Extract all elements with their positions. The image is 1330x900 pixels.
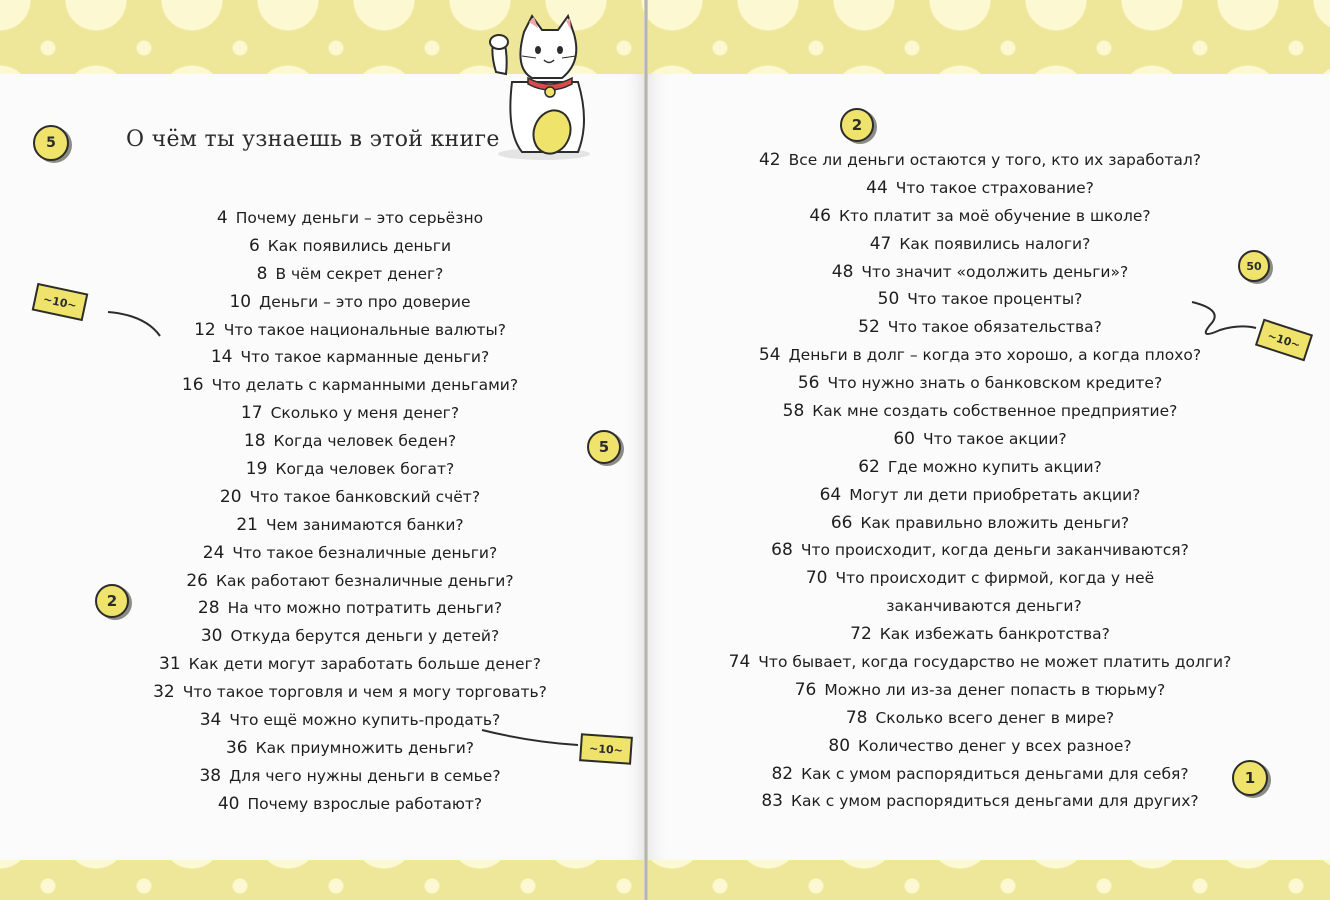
toc-entry	[720, 788, 1240, 816]
toc-entry	[120, 456, 580, 484]
toc-entry-text: Что такое национальные валюты?	[223, 320, 506, 339]
toc-entry	[720, 398, 1240, 426]
toc-entry-text: Что такое банковский счёт?	[249, 487, 481, 506]
coin-5-icon: 5	[33, 125, 69, 161]
toc-entry	[720, 203, 1240, 231]
toc-entry	[120, 568, 580, 596]
toc-page-number: 32	[153, 682, 175, 703]
toc-page-number: 28	[197, 598, 220, 619]
toc-entry-text: Что такое торговля и чем я могу торговать?	[182, 683, 547, 702]
toc-entry	[720, 537, 1240, 565]
toc-entry-text: Как появились налоги?	[899, 234, 1091, 253]
toc-entry	[720, 510, 1240, 538]
toc-page-number: 4	[216, 208, 228, 228]
page-title: О чём ты узнаешь в этой книге	[126, 127, 500, 152]
toc-entry-text: Что такое обязательства?	[887, 318, 1102, 337]
toc-entry-text: Как дети могут заработать больше денег?	[188, 655, 541, 674]
toc-entry-text: Кто платит за моё обучение в школе?	[838, 206, 1151, 225]
toc-page-number: 74	[728, 652, 751, 673]
toc-entry	[120, 791, 580, 819]
coin-5-icon: 5	[587, 430, 621, 464]
toc-entry-text: Что значит «одолжить деньги»?	[861, 262, 1129, 281]
toc-page-number: 44	[866, 177, 888, 198]
toc-page-number: 58	[782, 401, 805, 422]
toc-entry	[120, 595, 580, 623]
toc-entry-text: Где можно купить акции?	[887, 457, 1102, 476]
toc-entry-text: Что происходит с фирмой, когда у неё	[835, 569, 1155, 588]
toc-page-number: 38	[199, 765, 222, 786]
toc-entry	[120, 735, 580, 763]
toc-page-number: 47	[869, 233, 892, 254]
toc-entry	[720, 314, 1240, 342]
toc-entry	[720, 482, 1240, 510]
toc-entry	[720, 677, 1240, 705]
toc-page-number: 24	[202, 542, 225, 563]
toc-page-number: 52	[858, 317, 880, 338]
toc-entry-text: Когда человек богат?	[275, 460, 455, 479]
toc-entry-text: Для чего нужны деньги в семье?	[229, 766, 501, 785]
toc-left-list	[120, 205, 580, 819]
toc-page-number: 66	[830, 512, 853, 533]
toc-page-number: 16	[181, 375, 204, 396]
toc-entry-text: Деньги в долг – когда это хорошо, а когда плохо?	[788, 346, 1202, 365]
toc-entry	[720, 370, 1240, 398]
toc-entry-text: Как с умом распорядиться деньгами для себя?	[801, 764, 1189, 783]
toc-entry-text: Количество денег у всех разное?	[858, 736, 1132, 755]
toc-page-number: 17	[240, 403, 263, 424]
toc-entry-text: Что происходит, когда деньги заканчиваются?	[800, 541, 1189, 560]
toc-entry-text: Сколько у меня денег?	[270, 404, 460, 423]
toc-entry-text: Сколько всего денег в мире?	[875, 708, 1115, 727]
toc-entry-text: Что такое карманные деньги?	[240, 348, 490, 367]
toc-entry-text: Как мне создать собственное предприятие?	[812, 402, 1178, 421]
toc-entry-text: заканчиваются деньги?	[886, 597, 1082, 616]
toc-entry	[720, 454, 1240, 482]
toc-page-number: 21	[236, 514, 258, 535]
toc-entry	[120, 623, 580, 651]
toc-entry	[120, 763, 580, 791]
toc-entry	[720, 649, 1240, 677]
toc-entry	[120, 344, 580, 372]
toc-page-number: 18	[243, 431, 266, 452]
toc-entry	[120, 400, 580, 428]
toc-page-number: 8	[256, 263, 268, 284]
toc-entry	[120, 512, 580, 540]
toc-entry-text: На что можно потратить деньги?	[227, 599, 503, 618]
toc-entry-text: Могут ли дети приобретать акции?	[849, 485, 1141, 504]
toc-entry	[120, 289, 580, 317]
toc-page-number: 62	[858, 456, 880, 477]
toc-entry	[120, 233, 580, 261]
banknote-10-icon: ~10~	[579, 733, 633, 765]
toc-page-number: 36	[225, 737, 248, 758]
toc-page-number: 56	[797, 373, 820, 394]
toc-page-number: 80	[828, 735, 851, 756]
toc-page-number: 64	[819, 484, 842, 505]
toc-page-number: 20	[219, 486, 242, 507]
toc-entry-text: Откуда берутся деньги у детей?	[230, 627, 500, 646]
toc-page-number: 31	[159, 654, 181, 675]
toc-page-number: 6	[248, 235, 260, 256]
toc-page-number: 82	[771, 763, 794, 784]
toc-entry	[120, 651, 580, 679]
toc-page-number: 42	[758, 150, 781, 170]
toc-page-number: 60	[893, 428, 915, 449]
toc-entry	[720, 733, 1240, 761]
toc-page-number: 70	[805, 568, 828, 589]
toc-page-number: 78	[845, 707, 868, 728]
coin-2-icon: 2	[840, 108, 874, 142]
toc-page-number: 26	[186, 570, 208, 591]
toc-page-number: 48	[831, 261, 854, 282]
toc-entry	[120, 317, 580, 345]
toc-entry	[720, 147, 1240, 175]
toc-entry	[120, 484, 580, 512]
banknote-10-icon: ~10~	[1255, 319, 1313, 362]
toc-page-number: 40	[217, 793, 240, 814]
toc-entry	[120, 205, 580, 233]
toc-page-number: 10	[229, 291, 252, 312]
toc-entry-text: Что такое безналичные деньги?	[232, 543, 498, 562]
toc-entry-text: Можно ли из-за денег попасть в тюрьму?	[824, 680, 1166, 699]
toc-entry	[720, 426, 1240, 454]
toc-entry-text: Все ли деньги остаются у того, кто их заработал?	[788, 151, 1202, 169]
toc-entry	[720, 231, 1240, 259]
toc-page-number: 34	[199, 710, 222, 731]
toc-page-number: 50	[877, 289, 900, 310]
toc-entry-text: Почему деньги – это серьёзно	[235, 209, 484, 227]
toc-entry	[120, 428, 580, 456]
toc-page-number: 30	[200, 626, 223, 647]
toc-entry	[120, 679, 580, 707]
toc-entry-text: Как избежать банкротства?	[879, 625, 1110, 644]
toc-entry-text: Почему взрослые работают?	[247, 794, 483, 813]
toc-page-number: 12	[194, 319, 216, 340]
toc-entry-text: В чём секрет денег?	[275, 264, 444, 283]
toc-entry-text: Что ещё можно купить-продать?	[229, 711, 501, 730]
toc-entry-text: Что такое проценты?	[907, 290, 1083, 309]
toc-entry	[720, 342, 1240, 370]
toc-page-number: 19	[245, 459, 268, 480]
toc-page-number: 68	[771, 540, 793, 561]
toc-entry-text: Как приумножить деньги?	[255, 738, 475, 757]
toc-entry-text: Деньги – это про доверие	[259, 292, 471, 311]
toc-entry-text: Что такое страхование?	[895, 178, 1094, 197]
toc-entry-text: Как работают безналичные деньги?	[216, 571, 514, 590]
toc-entry	[120, 261, 580, 289]
banknote-10-icon: ~10~	[32, 283, 89, 321]
toc-page-number: 54	[758, 345, 781, 366]
coin-2-icon: 2	[95, 584, 129, 618]
toc-entry	[720, 593, 1240, 621]
coin-50-icon: 50	[1238, 250, 1270, 282]
toc-entry-text: Что такое акции?	[922, 429, 1067, 448]
toc-entry	[720, 175, 1240, 203]
toc-entry	[720, 259, 1240, 287]
toc-entry	[720, 761, 1240, 789]
toc-entry-text: Как правильно вложить деньги?	[860, 513, 1130, 532]
toc-page-number: 76	[794, 679, 817, 700]
toc-entry-text: Чем занимаются банки?	[266, 515, 464, 534]
toc-entry	[120, 707, 580, 735]
toc-entry-text: Что бывает, когда государство не может платить долги?	[758, 653, 1232, 672]
toc-entry	[720, 705, 1240, 733]
toc-entry-text: Как с умом распорядиться деньгами для других?	[790, 792, 1199, 811]
toc-entry	[720, 621, 1240, 649]
toc-page-number: 46	[809, 205, 831, 226]
toc-page-number: 14	[210, 347, 233, 368]
toc-entry-text: Когда человек беден?	[273, 432, 457, 451]
toc-page-number: 83	[761, 791, 783, 812]
toc-right-list	[720, 147, 1240, 816]
toc-entry	[120, 540, 580, 568]
toc-entry	[720, 565, 1240, 593]
toc-page-number: 72	[850, 624, 872, 645]
toc-entry-text: Что делать с карманными деньгами?	[211, 376, 519, 395]
toc-entry	[720, 286, 1240, 314]
toc-entry	[120, 372, 580, 400]
toc-entry-text: Как появились деньги	[267, 236, 452, 255]
coin-1-icon: 1	[1232, 760, 1268, 796]
toc-entry-text: Что нужно знать о банковском кредите?	[827, 374, 1163, 393]
